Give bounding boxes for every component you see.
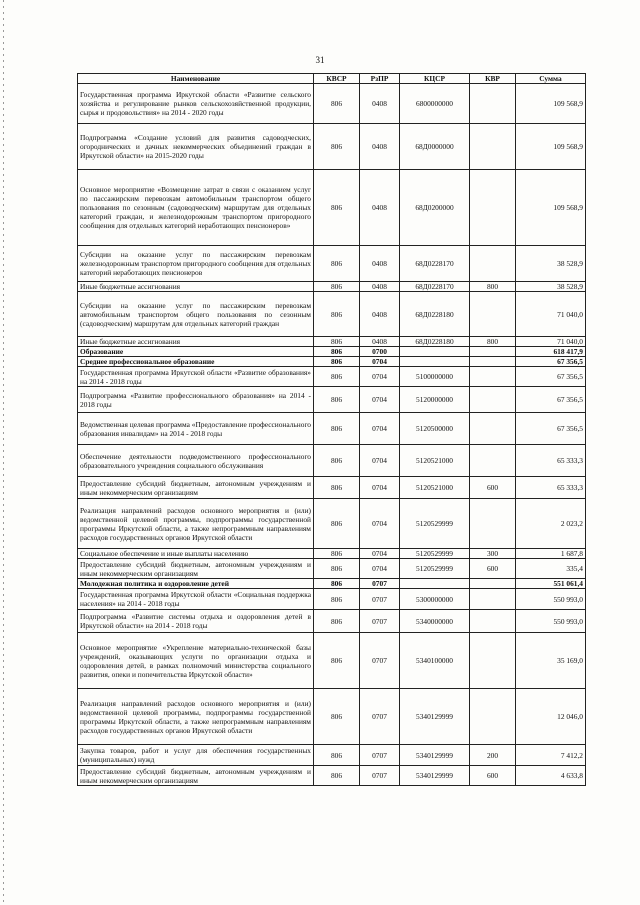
cell-kcsr: 68Д0000000 bbox=[400, 124, 470, 170]
cell-kvsr: 806 bbox=[314, 579, 360, 589]
cell-kvsr: 806 bbox=[314, 347, 360, 357]
cell-sum: 67 356,5 bbox=[516, 413, 586, 445]
cell-sum: 335,4 bbox=[516, 559, 586, 579]
cell-name: Подпрограмма «Создание условий для развития садоводческих, огороднических и дачных некоммерческих объединений граждан в Иркутской области» на 2015-2020 годы bbox=[78, 124, 314, 170]
cell-rzpr: 0707 bbox=[360, 579, 400, 589]
cell-sum: 550 993,0 bbox=[516, 610, 586, 633]
header-sum: Сумма bbox=[516, 74, 586, 84]
cell-name: Среднее профессиональное образование bbox=[78, 357, 314, 367]
cell-sum: 71 040,0 bbox=[516, 337, 586, 347]
cell-rzpr: 0408 bbox=[360, 337, 400, 347]
cell-kcsr: 68Д0228180 bbox=[400, 292, 470, 337]
table-row bbox=[78, 357, 586, 367]
cell-sum: 2 023,2 bbox=[516, 499, 586, 549]
cell-kvr bbox=[470, 357, 516, 367]
cell-rzpr: 0704 bbox=[360, 445, 400, 477]
cell-rzpr: 0700 bbox=[360, 347, 400, 357]
cell-kvsr: 806 bbox=[314, 477, 360, 499]
cell-rzpr: 0704 bbox=[360, 559, 400, 579]
cell-kvsr: 806 bbox=[314, 124, 360, 170]
cell-kcsr bbox=[400, 579, 470, 589]
cell-kvsr: 806 bbox=[314, 84, 360, 124]
table-row bbox=[78, 477, 586, 499]
cell-kvr bbox=[470, 445, 516, 477]
cell-kvsr: 806 bbox=[314, 387, 360, 413]
table-row bbox=[78, 387, 586, 413]
cell-kvr bbox=[470, 84, 516, 124]
cell-name: Государственная программа Иркутской области «Развитие образования» на 2014 - 2018 годы bbox=[78, 367, 314, 387]
table-row bbox=[78, 292, 586, 337]
cell-rzpr: 0704 bbox=[360, 477, 400, 499]
cell-kvr bbox=[470, 610, 516, 633]
header-kcsr: КЦСР bbox=[400, 74, 470, 84]
table-row bbox=[78, 559, 586, 579]
cell-rzpr: 0408 bbox=[360, 292, 400, 337]
cell-kcsr bbox=[400, 347, 470, 357]
header-rzpr: РзПР bbox=[360, 74, 400, 84]
cell-name: Иные бюджетные ассигнования bbox=[78, 337, 314, 347]
cell-kvr bbox=[470, 347, 516, 357]
cell-kvsr: 806 bbox=[314, 246, 360, 282]
cell-kvsr: 806 bbox=[314, 499, 360, 549]
cell-rzpr: 0707 bbox=[360, 610, 400, 633]
cell-kcsr: 5120529999 bbox=[400, 549, 470, 559]
table-row bbox=[78, 766, 586, 786]
cell-sum: 109 568,9 bbox=[516, 84, 586, 124]
cell-rzpr: 0408 bbox=[360, 170, 400, 246]
cell-kcsr: 5340129999 bbox=[400, 689, 470, 745]
cell-name: Основное мероприятие «Возмещение затрат в связи с оказанием услуг по пассажирским перевозкам автомобильным транспортом общего пользования по сезонным (садоводческим) маршрутам для отдельных категорий граждан, и железнодорожным транспортом пригородного сообщения для отдельных категорий неработающих пенсионеров» bbox=[78, 170, 314, 246]
cell-name: Субсидии на оказание услуг по пассажирским перевозкам автомобильным транспортом общего пользования по сезонным (садоводческим) маршрутам для отдельных категорий граждан bbox=[78, 292, 314, 337]
cell-name: Предоставление субсидий бюджетным, автономным учреждениям и иным некоммерческим организациям bbox=[78, 766, 314, 786]
header-kvr: КВР bbox=[470, 74, 516, 84]
cell-kvr bbox=[470, 413, 516, 445]
cell-rzpr: 0707 bbox=[360, 633, 400, 689]
cell-sum: 38 528,9 bbox=[516, 246, 586, 282]
cell-kcsr: 5340129999 bbox=[400, 766, 470, 786]
table-row bbox=[78, 413, 586, 445]
cell-name: Предоставление субсидий бюджетным, автономным учреждениям и иным некоммерческим организациям bbox=[78, 559, 314, 579]
scan-edge-artifact bbox=[3, 0, 4, 905]
cell-sum: 618 417,9 bbox=[516, 347, 586, 357]
cell-kcsr: 68Д0228170 bbox=[400, 246, 470, 282]
cell-kvr bbox=[470, 124, 516, 170]
cell-name: Реализация направлений расходов основного мероприятия и (или) ведомственной целевой программы, подпрограммы государственной программы Иркутской области, а также непрограммным направлениям расходов государственных органов Иркутской области bbox=[78, 499, 314, 549]
cell-name: Обеспечение деятельности подведомственного профессионального образовательного учреждения социального обслуживания bbox=[78, 445, 314, 477]
cell-rzpr: 0704 bbox=[360, 549, 400, 559]
cell-sum: 67 356,5 bbox=[516, 387, 586, 413]
cell-sum: 109 568,9 bbox=[516, 170, 586, 246]
header-kvsr: КВСР bbox=[314, 74, 360, 84]
cell-rzpr: 0704 bbox=[360, 499, 400, 549]
cell-kvr: 600 bbox=[470, 477, 516, 499]
cell-kcsr: 68Д0200000 bbox=[400, 170, 470, 246]
cell-name: Государственная программа Иркутской области «Развитие сельского хозяйства и регулирование рынков сельскохозяйственной продукции, сырья и продовольствия» на 2014 - 2020 годы bbox=[78, 84, 314, 124]
cell-kvr bbox=[470, 589, 516, 610]
cell-rzpr: 0408 bbox=[360, 124, 400, 170]
table-row bbox=[78, 499, 586, 549]
cell-kvsr: 806 bbox=[314, 292, 360, 337]
cell-kvr: 300 bbox=[470, 549, 516, 559]
cell-kvr bbox=[470, 689, 516, 745]
cell-rzpr: 0704 bbox=[360, 387, 400, 413]
cell-kvr bbox=[470, 499, 516, 549]
cell-kvr: 800 bbox=[470, 337, 516, 347]
cell-kvr bbox=[470, 579, 516, 589]
cell-kvr: 200 bbox=[470, 745, 516, 766]
table-row bbox=[78, 170, 586, 246]
cell-kcsr: 68Д0228170 bbox=[400, 282, 470, 292]
table-body bbox=[78, 84, 586, 786]
cell-rzpr: 0707 bbox=[360, 689, 400, 745]
cell-kvsr: 806 bbox=[314, 549, 360, 559]
cell-name: Подпрограмма «Развитие системы отдыха и оздоровления детей в Иркутской области» на 2014 - 2018 годы bbox=[78, 610, 314, 633]
cell-kvr bbox=[470, 387, 516, 413]
cell-kcsr: 68Д0228180 bbox=[400, 337, 470, 347]
cell-name: Образование bbox=[78, 347, 314, 357]
cell-sum: 71 040,0 bbox=[516, 292, 586, 337]
cell-kcsr: 5300000000 bbox=[400, 589, 470, 610]
cell-kvr: 600 bbox=[470, 766, 516, 786]
cell-name: Основное мероприятие «Укрепление материально-технической базы учреждений, оказывающих услуги по организации отдыха и оздоровления детей, в рамках полномочий министерства социального развития, опеки и попечительства Иркутской области» bbox=[78, 633, 314, 689]
table-row bbox=[78, 633, 586, 689]
cell-name: Молодежная политика и оздоровление детей bbox=[78, 579, 314, 589]
cell-kvsr: 806 bbox=[314, 610, 360, 633]
cell-name: Субсидии на оказание услуг по пассажирским перевозкам железнодорожным транспортом пригородного сообщения для отдельных категорий неработающих пенсионеров bbox=[78, 246, 314, 282]
cell-kvsr: 806 bbox=[314, 282, 360, 292]
cell-kvsr: 806 bbox=[314, 745, 360, 766]
cell-rzpr: 0704 bbox=[360, 367, 400, 387]
cell-rzpr: 0408 bbox=[360, 246, 400, 282]
cell-sum: 109 568,9 bbox=[516, 124, 586, 170]
cell-rzpr: 0704 bbox=[360, 413, 400, 445]
cell-kcsr: 5100000000 bbox=[400, 367, 470, 387]
table-header-row bbox=[78, 74, 586, 84]
cell-kvr bbox=[470, 170, 516, 246]
cell-rzpr: 0707 bbox=[360, 589, 400, 610]
cell-kcsr: 5120529999 bbox=[400, 499, 470, 549]
cell-rzpr: 0408 bbox=[360, 282, 400, 292]
cell-kcsr: 5340129999 bbox=[400, 745, 470, 766]
cell-kvsr: 806 bbox=[314, 689, 360, 745]
cell-sum: 67 356,5 bbox=[516, 357, 586, 367]
cell-rzpr: 0707 bbox=[360, 766, 400, 786]
table-row bbox=[78, 689, 586, 745]
cell-name: Социальное обеспечение и иные выплаты населению bbox=[78, 549, 314, 559]
cell-kcsr: 5120521000 bbox=[400, 477, 470, 499]
cell-kvsr: 806 bbox=[314, 445, 360, 477]
cell-name: Ведомственная целевая программа «Предоставление профессионального образования инвалидам» на 2014 - 2018 годы bbox=[78, 413, 314, 445]
budget-table bbox=[77, 73, 586, 786]
cell-kvsr: 806 bbox=[314, 559, 360, 579]
table-row bbox=[78, 549, 586, 559]
cell-sum: 550 993,0 bbox=[516, 589, 586, 610]
cell-name: Закупка товаров, работ и услуг для обеспечения государственных (муниципальных) нужд bbox=[78, 745, 314, 766]
cell-name: Иные бюджетные ассигнования bbox=[78, 282, 314, 292]
cell-sum: 12 046,0 bbox=[516, 689, 586, 745]
cell-kcsr: 5340000000 bbox=[400, 610, 470, 633]
cell-kcsr: 5120521000 bbox=[400, 445, 470, 477]
cell-kcsr: 5120000000 bbox=[400, 387, 470, 413]
page-number: 31 bbox=[315, 55, 325, 65]
cell-sum: 35 169,0 bbox=[516, 633, 586, 689]
cell-rzpr: 0707 bbox=[360, 745, 400, 766]
table-row bbox=[78, 589, 586, 610]
cell-kvsr: 806 bbox=[314, 589, 360, 610]
cell-kcsr: 5340100000 bbox=[400, 633, 470, 689]
cell-sum: 4 633,8 bbox=[516, 766, 586, 786]
table-row bbox=[78, 367, 586, 387]
cell-kcsr: 6800000000 bbox=[400, 84, 470, 124]
cell-kvsr: 806 bbox=[314, 337, 360, 347]
cell-kvsr: 806 bbox=[314, 170, 360, 246]
cell-kvsr: 806 bbox=[314, 413, 360, 445]
cell-name: Подпрограмма «Развитие профессионального образования» на 2014 - 2018 годы bbox=[78, 387, 314, 413]
cell-name: Предоставление субсидий бюджетным, автономным учреждениям и иным некоммерческим организациям bbox=[78, 477, 314, 499]
cell-kvr bbox=[470, 292, 516, 337]
cell-sum: 65 333,3 bbox=[516, 445, 586, 477]
cell-kvsr: 806 bbox=[314, 766, 360, 786]
cell-kvr bbox=[470, 633, 516, 689]
table-row bbox=[78, 282, 586, 292]
cell-name: Государственная программа Иркутской области «Социальная поддержка населения» на 2014 - 2018 годы bbox=[78, 589, 314, 610]
cell-kvr: 800 bbox=[470, 282, 516, 292]
cell-kvsr: 806 bbox=[314, 357, 360, 367]
cell-kvsr: 806 bbox=[314, 367, 360, 387]
cell-kvsr: 806 bbox=[314, 633, 360, 689]
cell-sum: 67 356,5 bbox=[516, 367, 586, 387]
cell-sum: 65 333,3 bbox=[516, 477, 586, 499]
cell-kvr bbox=[470, 367, 516, 387]
table-row bbox=[78, 246, 586, 282]
cell-kcsr: 5120529999 bbox=[400, 559, 470, 579]
cell-rzpr: 0704 bbox=[360, 357, 400, 367]
header-name: Наименование bbox=[78, 74, 314, 84]
table-row bbox=[78, 610, 586, 633]
cell-sum: 38 528,9 bbox=[516, 282, 586, 292]
cell-rzpr: 0408 bbox=[360, 84, 400, 124]
cell-name: Реализация направлений расходов основного мероприятия и (или) ведомственной целевой программы, подпрограммы государственной программы Иркутской области, а также непрограммным направлениям расходов государственных органов Иркутской области bbox=[78, 689, 314, 745]
cell-kcsr: 5120500000 bbox=[400, 413, 470, 445]
table-row bbox=[78, 579, 586, 589]
table-row bbox=[78, 124, 586, 170]
table-row bbox=[78, 337, 586, 347]
cell-kvr: 600 bbox=[470, 559, 516, 579]
cell-kcsr bbox=[400, 357, 470, 367]
cell-kvr bbox=[470, 246, 516, 282]
cell-sum: 7 412,2 bbox=[516, 745, 586, 766]
table-row bbox=[78, 445, 586, 477]
table-row bbox=[78, 347, 586, 357]
table-row bbox=[78, 84, 586, 124]
cell-sum: 551 061,4 bbox=[516, 579, 586, 589]
table-row bbox=[78, 745, 586, 766]
cell-sum: 1 687,8 bbox=[516, 549, 586, 559]
